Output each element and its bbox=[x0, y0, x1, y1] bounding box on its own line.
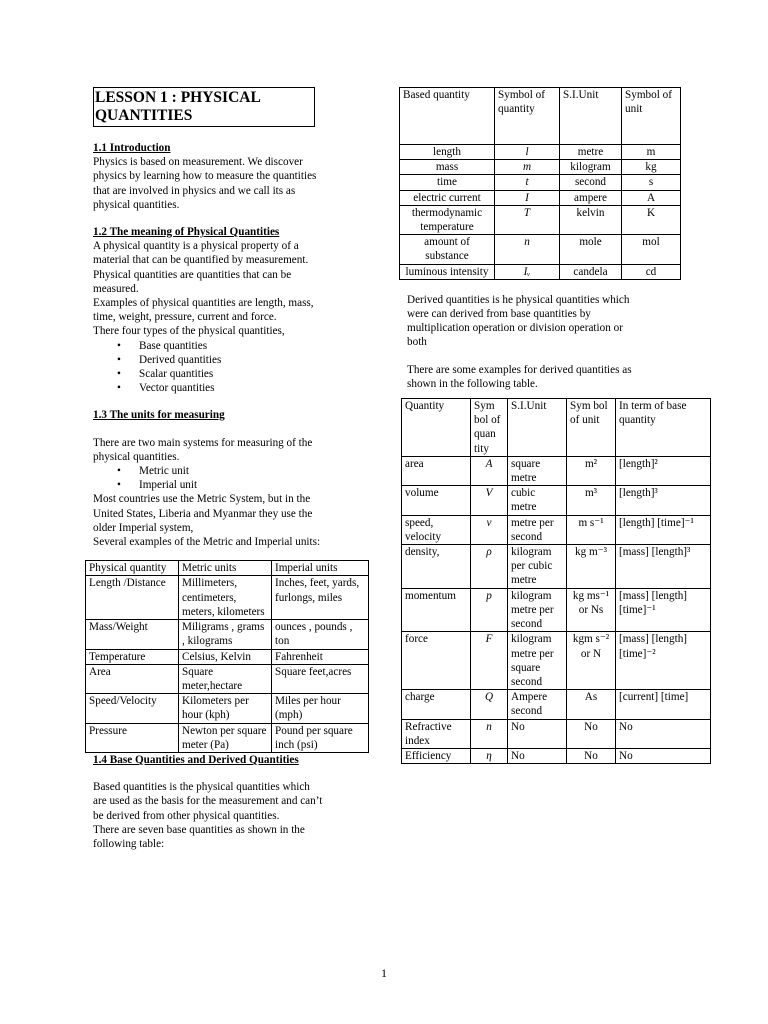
table-row: mass m kilogram kg bbox=[400, 160, 681, 175]
section-1-2-heading: 1.2 The meaning of Physical Quantities bbox=[93, 226, 280, 239]
table-row: Temperature Celsius, Kelvin Fahrenheit bbox=[86, 649, 369, 664]
table-row: luminous intensity Iᵥ candela cd bbox=[400, 264, 681, 279]
table-row: volume V cubic metre m³ [length]³ bbox=[402, 486, 711, 515]
table-row: Efficiency η No No No bbox=[402, 748, 711, 763]
section-1-2-line: A physical quantity is a physical property of a bbox=[93, 240, 299, 253]
left-column bbox=[89, 87, 361, 851]
list-item: • Imperial unit bbox=[139, 478, 361, 492]
section-1-3-line: Several examples of the Metric and Imperial units: bbox=[93, 536, 321, 549]
header-cell: In term of base quantity bbox=[616, 399, 711, 457]
table-row: Speed/Velocity Kilometers per hour (kph) Miles per hour (mph) bbox=[86, 694, 369, 723]
header-cell: Physical quantity bbox=[86, 561, 179, 576]
section-1-3-heading: 1.3 The units for measuring bbox=[93, 409, 225, 422]
table-row: amount of substance n mole mol bbox=[400, 235, 681, 264]
derived-line: multiplication operation or division operation or bbox=[407, 322, 623, 335]
header-cell: Sym bol of unit bbox=[567, 399, 616, 457]
section-1-1-line: Physics is based on measurement. We discover bbox=[93, 156, 303, 169]
table-header-row bbox=[86, 561, 369, 576]
section-1-2-line: Examples of physical quantities are length, mass, bbox=[93, 297, 314, 310]
section-1-3-line: United States, Liberia and Myanmar they use the bbox=[93, 507, 313, 520]
section-1-2-line: Physical quantities are quantities that can be bbox=[93, 268, 292, 281]
derived-line: were can derived from base quantities by bbox=[407, 308, 591, 321]
list-item: • Vector quantities bbox=[139, 381, 361, 395]
section-1-1-line: physical quantities. bbox=[93, 198, 180, 211]
page-number: 1 bbox=[381, 966, 387, 980]
header-cell: Metric units bbox=[179, 561, 272, 576]
section-1-1-heading: 1.1 Introduction bbox=[93, 142, 171, 154]
table-row: length l metre m bbox=[400, 145, 681, 160]
systems-list bbox=[93, 464, 361, 492]
table-row: force F kilogram metre per square second kgm s⁻² or N [mass] [length] [time]⁻² bbox=[402, 632, 711, 690]
table-row: charge Q Ampere second As [current] [time] bbox=[402, 690, 711, 719]
derived-quantities-table bbox=[401, 398, 711, 764]
table-row: Area Square meter,hectare Square feet,acres bbox=[86, 664, 369, 693]
table-row: time t second s bbox=[400, 175, 681, 190]
quantity-types-list bbox=[93, 339, 361, 396]
table-row: speed, velocity v metre per second m s⁻¹ [length] [time]⁻¹ bbox=[402, 515, 711, 544]
section-1-4-line: be derived from other physical quantities. bbox=[93, 809, 280, 822]
metric-imperial-table bbox=[85, 560, 369, 753]
header-cell: S.I.Unit bbox=[508, 399, 567, 457]
section-1-3-line: physical quantities. bbox=[93, 450, 180, 463]
header-cell: Based quantity bbox=[400, 88, 495, 145]
list-item: • Base quantities bbox=[139, 339, 361, 353]
table-row: density, ρ kilogram per cubic metre kg m⁻³ [mass] [length]³ bbox=[402, 545, 711, 589]
section-1-4-heading: 1.4 Base Quantities and Derived Quantities bbox=[93, 753, 299, 766]
lesson-title: LESSON 1 : PHYSICAL QUANTITIES bbox=[93, 87, 315, 127]
table-row: Pressure Newton per square meter (Pa) Pound per square inch (psi) bbox=[86, 723, 369, 752]
section-1-3-line: There are two main systems for measuring of the bbox=[93, 436, 313, 449]
table-row: Refractive index n No No No bbox=[402, 719, 711, 748]
table-row: Mass/Weight Miligrams , grams , kilograms ounces , pounds , ton bbox=[86, 620, 369, 649]
section-1-2-line: measured. bbox=[93, 282, 139, 295]
table-row: Length /Distance Millimeters, centimeters, meters, kilometers Inches, feet, yards, furlongs, miles bbox=[86, 576, 369, 620]
header-cell: Sym bol of quan tity bbox=[471, 399, 508, 457]
section-1-4-line: are used as the basis for the measurement and can’t bbox=[93, 795, 323, 808]
section-1-2-line: time, weight, pressure, current and force. bbox=[93, 311, 277, 324]
table-row: thermodynamic temperature T kelvin K bbox=[400, 205, 681, 234]
right-column bbox=[401, 87, 711, 764]
header-cell: Symbol of unit bbox=[622, 88, 681, 145]
header-cell: S.I.Unit bbox=[560, 88, 622, 145]
section-1-3-line: Most countries use the Metric System, but in the bbox=[93, 493, 311, 506]
table-header-row bbox=[400, 88, 681, 145]
section-1-1-line: that are involved in physics and we call its as bbox=[93, 184, 296, 197]
section-1-2-line: material that can be quantified by measurement. bbox=[93, 254, 309, 267]
derived-line: Derived quantities is he physical quantities which bbox=[407, 293, 630, 306]
examples-line: There are some examples for derived quantities as bbox=[407, 363, 632, 376]
base-quantities-table bbox=[399, 87, 681, 280]
list-item: • Derived quantities bbox=[139, 353, 361, 367]
list-item: • Scalar quantities bbox=[139, 367, 361, 381]
header-cell: Quantity bbox=[402, 399, 471, 457]
table-row: momentum p kilogram metre per second kg ms⁻¹ or Ns [mass] [length] [time]⁻¹ bbox=[402, 588, 711, 632]
section-1-3-line: older Imperial system, bbox=[93, 521, 194, 534]
table-row: electric current I ampere A bbox=[400, 190, 681, 205]
section-1-4-line: Based quantities is the physical quantities which bbox=[93, 781, 310, 794]
section-1-4-line: There are seven base quantities as shown in the bbox=[93, 823, 305, 836]
header-cell: Imperial units bbox=[272, 561, 369, 576]
list-item: • Metric unit bbox=[139, 464, 361, 478]
section-1-1-line: physics by learning how to measure the quantities bbox=[93, 170, 317, 183]
section-1-2-line: There four types of the physical quantities, bbox=[93, 325, 285, 338]
table-row: area A square metre m² [length]² bbox=[402, 456, 711, 485]
section-1-4-line: following table: bbox=[93, 837, 165, 850]
examples-line: shown in the following table. bbox=[407, 377, 538, 390]
table-header-row bbox=[402, 399, 711, 457]
header-cell: Symbol of quantity bbox=[495, 88, 560, 145]
derived-line: both bbox=[407, 336, 427, 349]
